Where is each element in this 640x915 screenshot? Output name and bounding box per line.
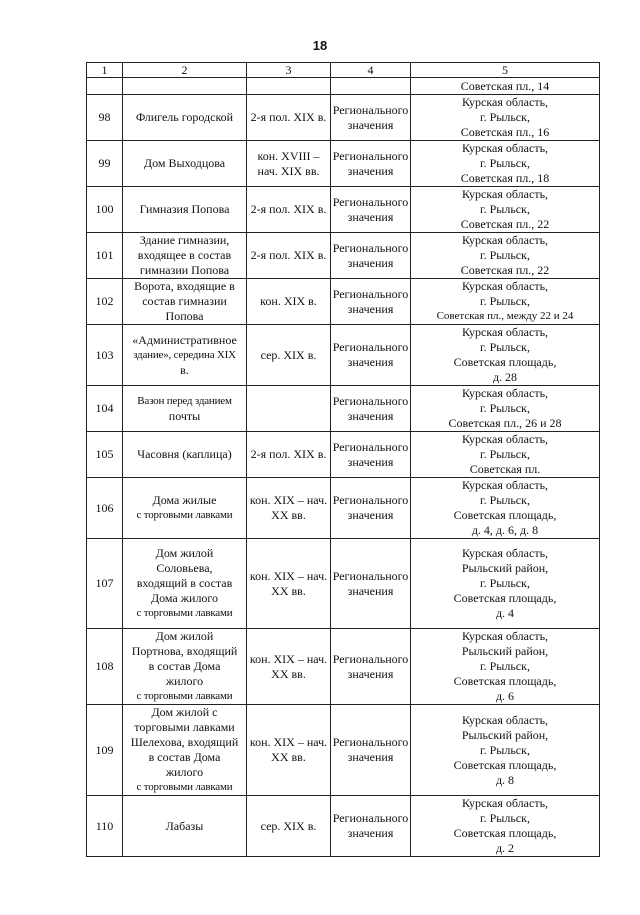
cell-name-line: входящий в состав [136,576,233,590]
monuments-table [86,62,600,857]
cell-status-line: значения [347,408,394,423]
cell-number: 106 [87,478,123,539]
cell-name [123,279,247,325]
cell-name-line: Дом жилой [155,629,214,643]
cell-status [331,279,411,325]
cell-name-line: с торговыми лавками [136,509,233,521]
cell-name [123,325,247,386]
cell-address-line: Курская область, [461,325,549,339]
table-row [87,796,600,857]
cell-period-line: кон. XIX – нач. [249,493,328,507]
cell-name-line: жилого [165,674,204,688]
cell-period [247,325,331,386]
cell-address-line: Советская пл., 22 [460,217,550,231]
column-header-2: 2 [123,63,247,78]
cell-address-line: Советская пл., 22 [460,263,550,277]
column-header-5: 5 [411,63,600,78]
cell-period [247,386,331,432]
cell-address-line: г. Рыльск, [480,447,530,461]
cell-name-line: Дома жилого [150,591,219,605]
cell-address-line: д. 4, д. 6, д. 8 [471,523,539,537]
cell-address-line: Советская пл., 14 [460,78,550,93]
cell-status-line: Регионального [332,240,409,255]
cell-address-line: г. Рыльск, [480,493,530,507]
cell-address [411,539,600,629]
cell-name [123,629,247,705]
cell-period [247,233,331,279]
cell-address-line: Советская площадь, [453,355,557,369]
cell-period-line: XX вв. [271,750,306,764]
cell-name-line: Часовня (каплица) [137,447,232,461]
cell-address-line: Советская площадь, [453,674,557,688]
cell-address-line: Курская область, [461,478,549,492]
table-row [87,95,600,141]
cell-status-line: Регионального [332,493,409,507]
cell-name [123,796,247,857]
cell-address-line: г. Рыльск, [480,659,530,673]
cell-address-line: г. Рыльск, [480,294,530,308]
cell-name-line: Вазон перед зданием [137,394,232,407]
cell-period-line: 2-я пол. XIX в. [250,248,327,262]
cell-period [247,478,331,539]
column-header-3: 3 [247,63,331,78]
cell-status-line: значения [347,355,394,369]
cell-name [123,233,247,279]
cell-period [247,95,331,141]
cell-name [123,705,247,796]
cell-status-line: Регионального [332,568,409,583]
cell-status-line: Регионального [332,651,409,666]
cell-address-line: Рыльский район, [461,644,549,658]
cell-name-line: Дом жилой [155,546,214,560]
cell-number: 102 [87,279,123,325]
table-row [87,187,600,233]
cell-address-line: Рыльский район, [461,727,549,742]
cell-status [331,629,411,705]
cell-status-line: Регионального [332,102,409,117]
cell-address-line: г. Рыльск, [480,248,530,262]
cell-address-line: г. Рыльск, [480,340,530,354]
cell-address-line: г. Рыльск, [480,202,530,216]
cell-address-line: Курская область, [461,432,549,446]
cell-number: 107 [87,539,123,629]
cell-period-line: 2-я пол. XIX в. [250,110,327,124]
cell-name-line: гимназии Попова [139,263,230,277]
cell-status-line: значения [347,163,394,178]
cell-name-line: жилого [165,765,204,779]
cell-status-line: Регионального [332,286,409,301]
column-header-1: 1 [87,63,123,78]
cell-address-line: Советская пл., 18 [460,171,550,185]
cell-address [411,141,600,187]
cell-address [411,95,600,141]
cell-period-line: нач. XIX вв. [257,163,320,178]
cell-status-line: значения [347,750,394,764]
cell-address-line: Курская область, [461,95,549,109]
cell-status [331,705,411,796]
cell-name-line: с торговыми лавками [136,690,233,702]
cell-address-line: Курская область, [461,386,549,400]
cell-name-line: Здание гимназии, [139,233,230,247]
cell-status-line: Регионального [332,194,409,209]
cell-name [123,95,247,141]
cell-status-line: Регионального [332,340,409,354]
cell-number: 105 [87,432,123,478]
cell-period-line: сер. XIX в. [260,347,317,362]
cell-period [247,141,331,187]
cell-period [247,539,331,629]
cell-name-line: Портнова, входящий [131,644,238,658]
cell-address-line: г. Рыльск, [480,110,530,124]
cell-status-line: Регионального [332,148,409,163]
cell-address-line: г. Рыльск, [480,401,530,415]
cell-name-line: Шелехова, входящий [130,735,239,749]
cell-period-line: 2-я пол. XIX в. [250,447,327,461]
cell-number: 101 [87,233,123,279]
column-header-4: 4 [331,63,411,78]
cell-address-line: г. Рыльск, [480,811,530,825]
cell-name-line: с торговыми лавками [136,607,233,619]
table-row [87,386,600,432]
table-header [87,63,600,78]
cell-status [331,478,411,539]
cell-period [247,796,331,857]
table-row [87,705,600,796]
cell-name-line: Гимназия Попова [139,202,230,216]
table-row [87,478,600,539]
cell-address-line: г. Рыльск, [480,156,530,170]
cell-address-line: Курская область, [461,546,549,560]
cell-status-line: значения [347,508,394,522]
cell-name [123,539,247,629]
cell-period-line: XX вв. [271,666,306,681]
table-row [87,432,600,478]
cell-status-line: значения [347,583,394,598]
cell-name-line: с торговыми лавками [136,781,233,793]
cell-status [331,539,411,629]
cell-status-line: Регионального [332,735,409,749]
cell-status [331,233,411,279]
cell-status-line: значения [347,209,394,224]
cell-period [247,279,331,325]
cell-period-line: кон. XVIII – [257,148,320,163]
cell-name [123,432,247,478]
cell-address [411,78,600,95]
cell-period-line: сер. XIX в. [260,818,317,833]
cell-address-line: д. 4 [495,606,515,620]
cell-name-line: в. [180,362,189,377]
cell-address-line: Курская область, [461,629,549,643]
cell-status-line: значения [347,826,394,840]
cell-period [247,432,331,478]
cell-address-line: г. Рыльск, [480,742,530,757]
cell-address-line: г. Рыльск, [480,576,530,590]
cell-name [123,478,247,539]
cell-address [411,705,600,796]
cell-status-line: значения [347,301,394,316]
cell-status [331,141,411,187]
cell-address-line: Советская пл., между 22 и 24 [436,310,574,322]
cell-period [247,78,331,95]
table-row [87,141,600,187]
cell-status [331,325,411,386]
cell-name-line: в состав Дома [148,659,221,673]
page-number: 18 [312,38,328,53]
table-row [87,325,600,386]
cell-status [331,187,411,233]
cell-address [411,478,600,539]
cell-period-line: кон. XIX – нач. [249,651,328,666]
cell-address-line: д. 2 [495,841,515,855]
cell-number: 108 [87,629,123,705]
cell-name [123,386,247,432]
cell-period [247,187,331,233]
cell-address [411,279,600,325]
cell-period-line: XX вв. [271,508,306,522]
cell-number: 109 [87,705,123,796]
table-row [87,629,600,705]
cell-address-line: Советская площадь, [453,826,557,840]
cell-address-line: Курская область, [461,141,549,155]
cell-name-line: Попова [165,309,204,323]
table-row [87,78,600,95]
cell-status-line: Регионального [332,439,409,454]
cell-status [331,432,411,478]
cell-address-line: Советская пл., 16 [460,125,550,139]
cell-address-line: д. 28 [492,370,518,384]
table-row [87,233,600,279]
cell-address-line: Курская область, [461,796,549,810]
cell-name [123,187,247,233]
header-row [87,63,600,78]
cell-number: 104 [87,386,123,432]
cell-address-line: Советская пл. [469,462,541,476]
cell-name-line: Флигель городской [135,110,234,124]
cell-period-line: кон. XIX – нач. [249,568,328,583]
cell-address-line: д. 6 [495,689,515,703]
cell-name-line: «Административное [132,332,237,347]
cell-number [87,78,123,95]
cell-period [247,705,331,796]
table-row [87,279,600,325]
cell-status [331,796,411,857]
cell-status [331,95,411,141]
cell-number: 110 [87,796,123,857]
cell-name-line: Дома жилые [152,493,217,507]
cell-address [411,796,600,857]
cell-period [247,629,331,705]
cell-address-line: Курская область, [461,187,549,201]
cell-name-line: здание», середина XIX [133,348,236,361]
table-row [87,539,600,629]
cell-name-line: входящее в состав [137,248,232,262]
cell-address-line: Курская область, [461,712,549,727]
cell-period-line: кон. XIX – нач. [249,735,328,749]
cell-name [123,78,247,95]
cell-address-line: Рыльский район, [461,561,549,575]
cell-address-line: Советская пл., 26 и 28 [448,416,562,430]
cell-address [411,325,600,386]
cell-name-line: Соловьева, [156,561,213,575]
cell-status [331,78,411,95]
cell-address-line: Советская площадь, [453,591,557,605]
cell-address-line: Курская область, [461,233,549,247]
cell-address-line: Советская площадь, [453,508,557,522]
cell-number: 98 [87,95,123,141]
cell-name-line: торговыми лавками [134,720,235,734]
cell-address [411,187,600,233]
cell-period-line: кон. XIX в. [260,294,317,308]
cell-address [411,386,600,432]
cell-status-line: значения [347,454,394,469]
cell-number: 100 [87,187,123,233]
cell-name-line: Лабазы [165,818,204,833]
cell-name-line: Дом жилой с [151,705,218,719]
cell-address-line: д. 8 [495,772,515,787]
cell-address-line: Курская область, [461,279,549,293]
cell-period-line: XX вв. [271,583,306,598]
cell-number: 103 [87,325,123,386]
cell-number: 99 [87,141,123,187]
cell-address [411,233,600,279]
table-body [87,78,600,857]
cell-address [411,432,600,478]
cell-status [331,386,411,432]
cell-status-line: Регионального [332,393,409,408]
cell-name [123,141,247,187]
cell-name-line: Ворота, входящие в [134,279,235,293]
cell-address [411,629,600,705]
cell-name-line: почты [168,408,201,423]
cell-name-line: Дом Выходцова [143,156,226,170]
cell-address-line: Советская площадь, [453,757,557,772]
cell-status-line: значения [347,255,394,270]
cell-period-line: 2-я пол. XIX в. [250,202,327,216]
cell-name-line: состав гимназии [142,294,227,308]
cell-status-line: значения [347,117,394,132]
cell-name-line: в состав Дома [148,750,221,764]
cell-status-line: значения [347,666,394,681]
cell-status-line: Регионального [332,811,409,825]
